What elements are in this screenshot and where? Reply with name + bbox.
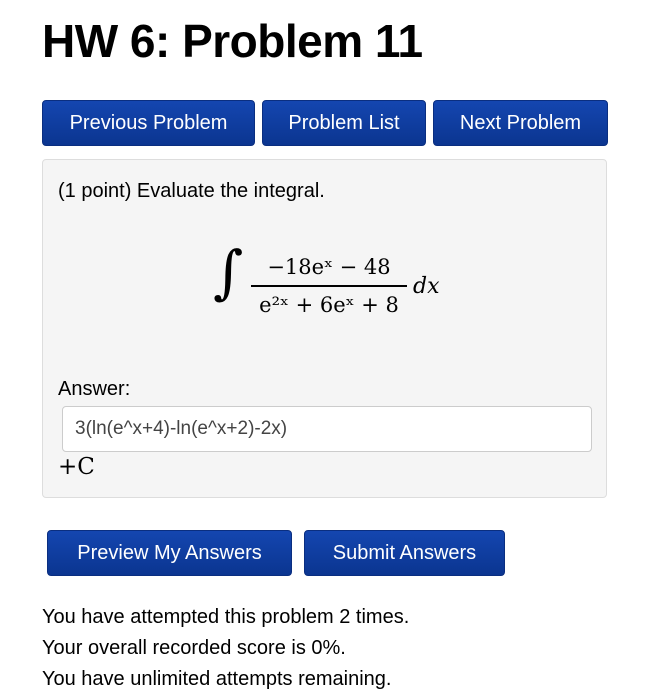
- next-problem-button[interactable]: Next Problem: [433, 100, 608, 146]
- previous-problem-button[interactable]: Previous Problem: [42, 100, 255, 146]
- remaining-attempts-text: You have unlimited attempts remaining.: [42, 668, 392, 690]
- answer-label: Answer:: [58, 378, 131, 400]
- differential: dx: [413, 274, 440, 299]
- fraction-bar: [251, 285, 407, 287]
- integral-sign: ∫: [213, 238, 244, 306]
- problem-panel: [42, 159, 607, 498]
- score-text: Your overall recorded score is 0%.: [42, 637, 346, 659]
- answer-actions: [47, 530, 505, 576]
- constant-of-integration: +C: [58, 454, 95, 480]
- page-title: HW 6: Problem 11: [42, 15, 423, 67]
- problem-nav: [42, 100, 608, 146]
- integrand-fraction: [251, 252, 407, 320]
- denominator: e²ˣ + 6eˣ + 8: [259, 293, 399, 317]
- attempts-text: You have attempted this problem 2 times.: [42, 606, 410, 628]
- preview-answers-button[interactable]: Preview My Answers: [47, 530, 292, 576]
- answer-input[interactable]: [62, 406, 592, 452]
- problem-prompt: (1 point) Evaluate the integral.: [58, 180, 325, 202]
- attempt-status: [42, 602, 409, 695]
- numerator: −18eˣ − 48: [267, 255, 391, 279]
- submit-answers-button[interactable]: Submit Answers: [304, 530, 505, 576]
- problem-list-button[interactable]: Problem List: [262, 100, 426, 146]
